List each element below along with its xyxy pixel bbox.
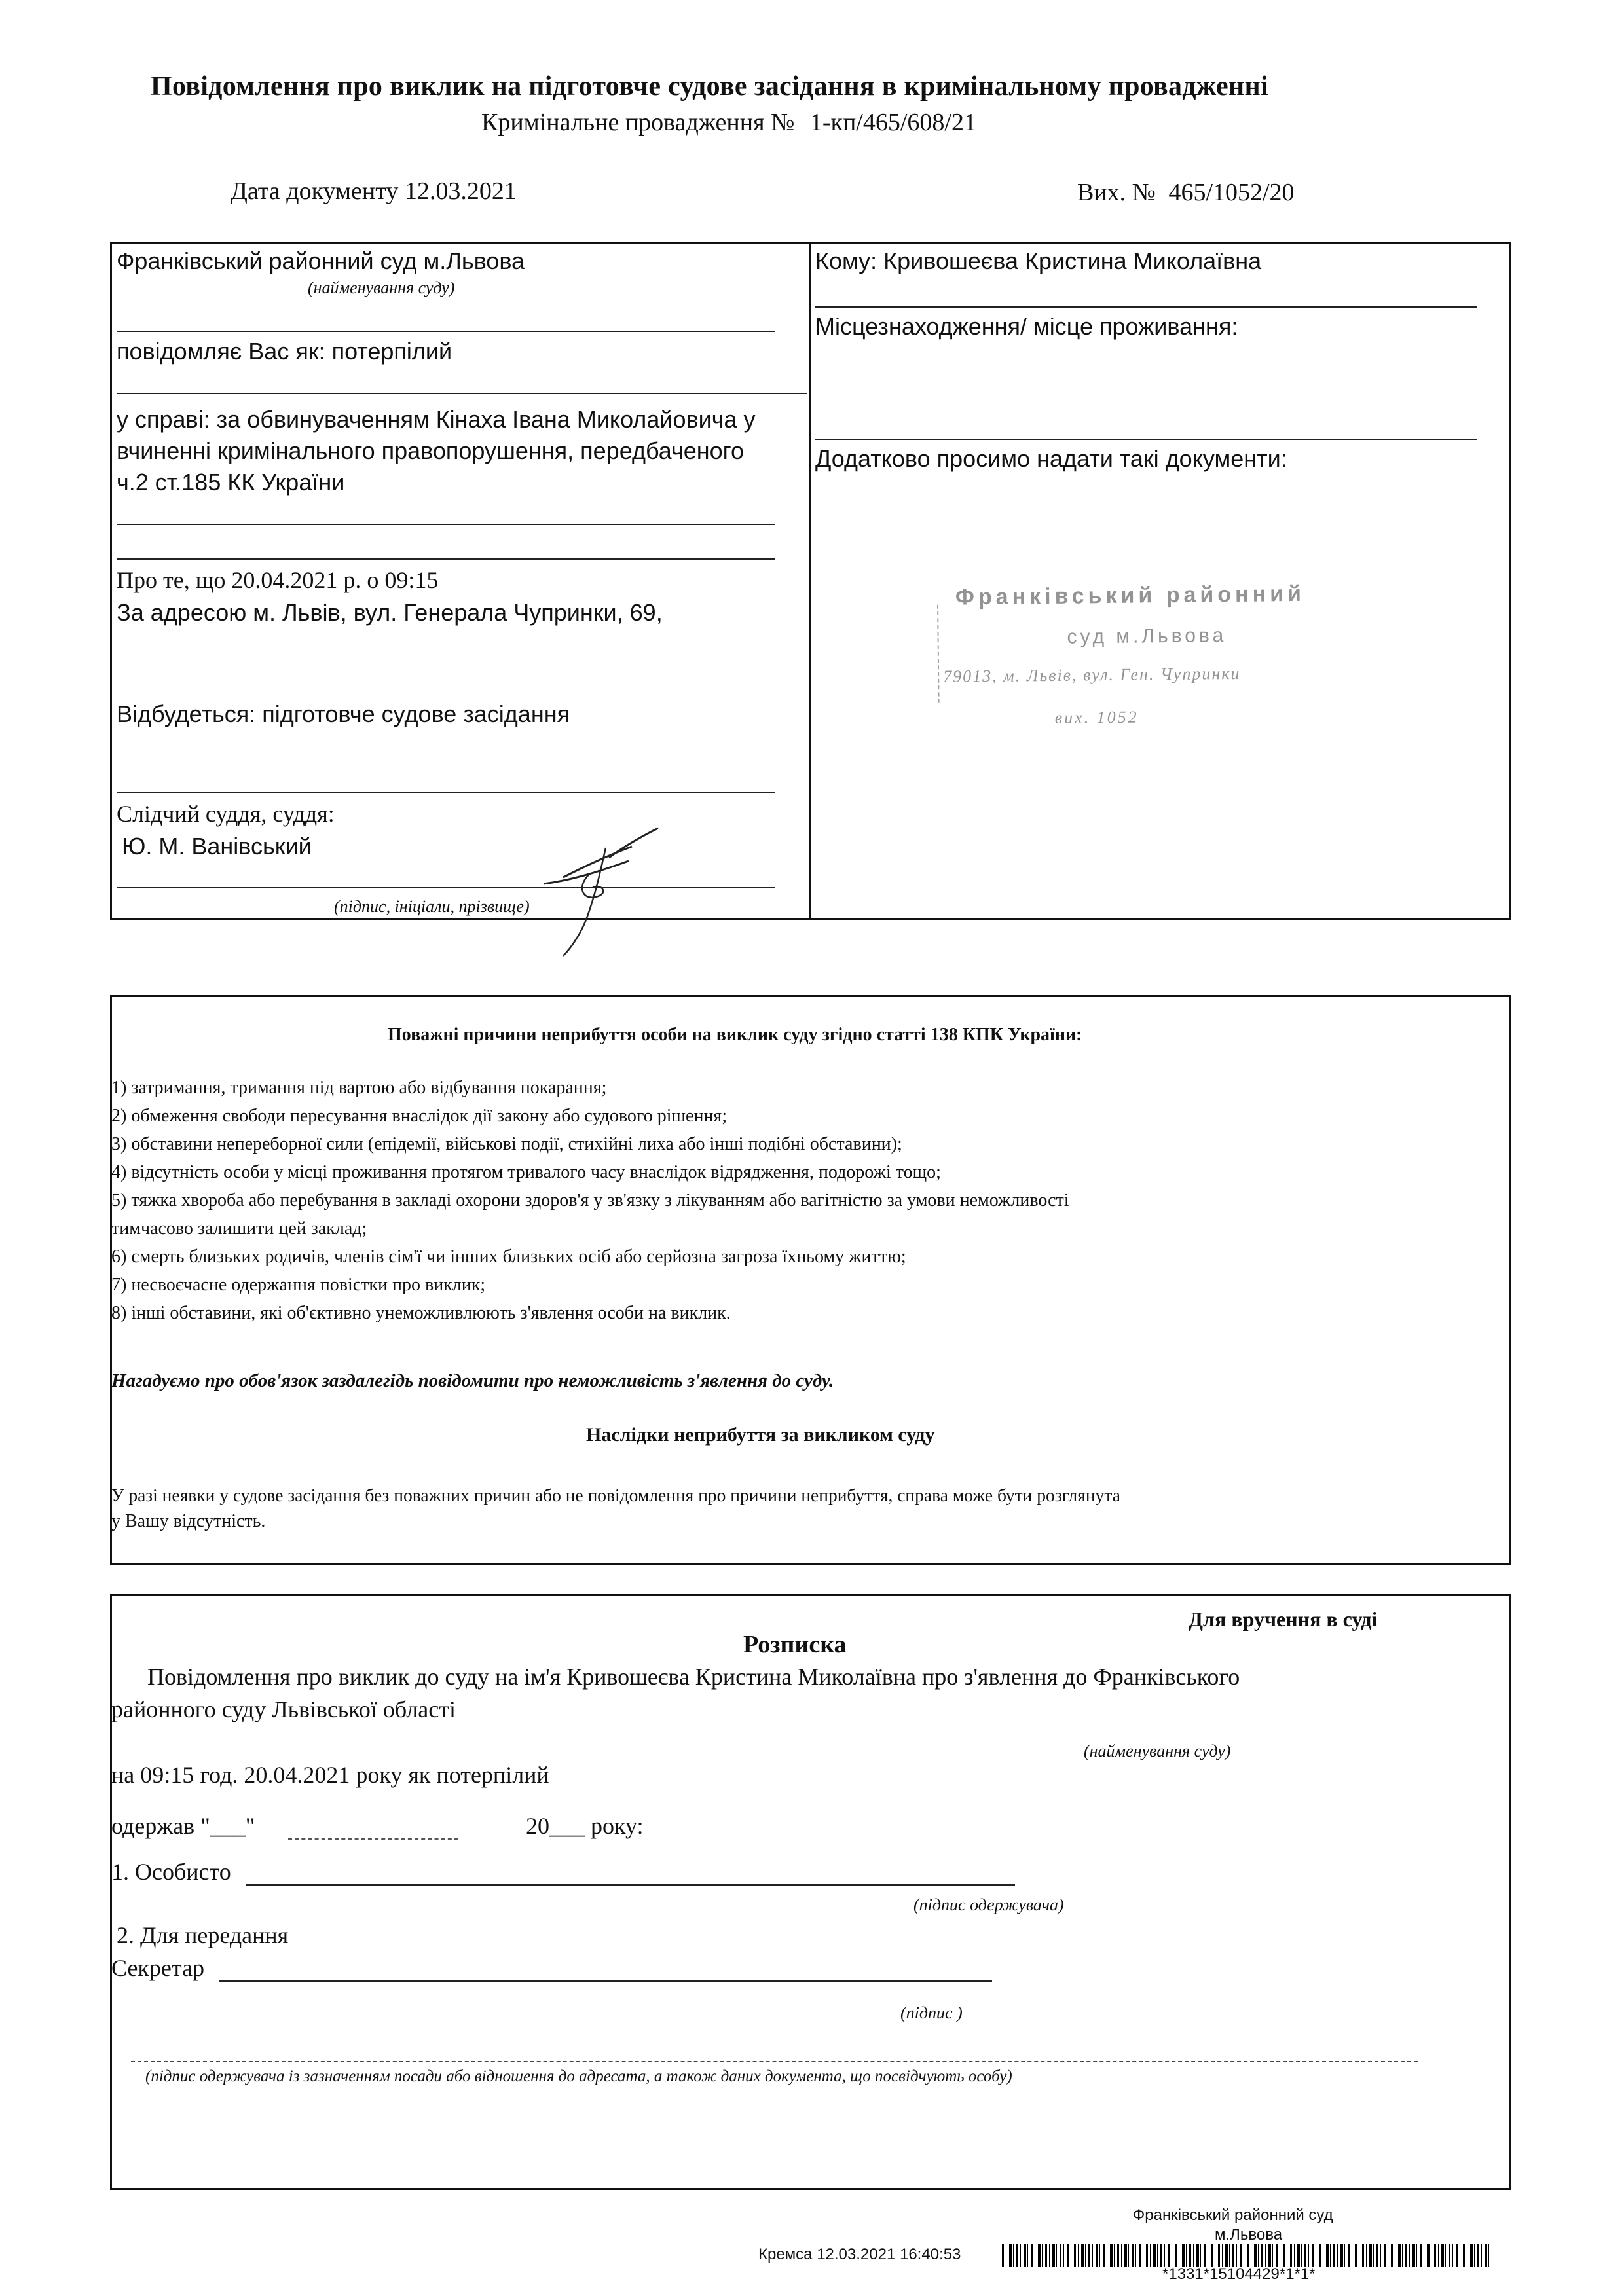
consequences-line-1: У разі неявки у судове засідання без поважних причин або не повідомлення про причини неприбуття, справа може бути розглянута [111, 1485, 1120, 1505]
reason-item: 5) тяжка хвороба або перебування в закладі охорони здоров'я у зв'язку з лікуванням або вагітністю за умови неможливості [111, 1190, 1069, 1211]
for-transfer-label: 2. Для передання [117, 1922, 289, 1948]
court-stamp: Франківський районний суд м.Львова 79013, м. Львів, вул. Ген. Чупринки вих. 1052 [942, 574, 1403, 755]
barcode [1002, 2244, 1490, 2267]
recipient-signature-caption: (підпис одержувача) [913, 1895, 1064, 1914]
divider [117, 558, 775, 560]
received-year: 20___ року: [526, 1813, 644, 1839]
case-number: 1-кп/465/608/21 [809, 109, 976, 136]
reason-item: тимчасово залишити цей заклад; [111, 1218, 367, 1239]
hearing-address: За адресою м. Львів, вул. Генерала Чупринки, 69, [117, 599, 663, 626]
divider [117, 393, 807, 394]
document-date: Дата документу 12.03.2021 [231, 177, 517, 205]
barcode-text: *1331*15104429*1*1* [1162, 2265, 1316, 2283]
divider [117, 331, 775, 332]
for-court-label: Для вручення в суді [1189, 1607, 1378, 1631]
outgoing-label: Вих. № [1077, 179, 1156, 206]
secretary-signature-caption: (підпис ) [900, 2003, 963, 2022]
judge-name: Ю. М. Ванівський [122, 833, 312, 860]
secretary-label: Секретар [111, 1955, 205, 1981]
reasons-list [111, 1074, 1506, 1327]
consequences-line-2: у Вашу відсутність. [111, 1511, 266, 1531]
divider [815, 439, 1477, 440]
reasons-heading: Поважні причини неприбуття особи на виклик суду згідно статті 138 КПК України: [388, 1025, 1082, 1045]
document-title: Повідомлення про виклик на підготовче судове засідання в кримінальному провадженні [151, 71, 1268, 101]
signature-caption: (підпис, ініціали, прізвище) [334, 897, 530, 916]
printed-by-stamp: Кремса 12.03.2021 16:40:53 [758, 2246, 961, 2263]
receipt-court-caption: (найменування суду) [1084, 1741, 1231, 1760]
hearing-datetime: Про те, що 20.04.2021 р. о 09:15 [117, 567, 439, 593]
extra-documents-label: Додатково просимо надати такі документи: [815, 445, 1287, 472]
personally-label: 1. Особисто [111, 1859, 231, 1885]
court-name: Франківський районний суд м.Львова [117, 247, 525, 274]
reason-item: 1) затримання, тримання під вартою або відбування покарання; [111, 1078, 607, 1098]
reason-item: 7) несвоєчасне одержання повістки про виклик; [111, 1275, 486, 1295]
case-label: Кримінальне провадження № [481, 109, 795, 136]
reason-item: 6) смерть близьких родичів, членів сім'ї чи інших близьких осіб або серйозна загроза їхньому життю; [111, 1247, 906, 1267]
judge-signature [524, 822, 701, 959]
received-line: одержав "___" [111, 1813, 255, 1839]
footer-court-line-1: Франківський районний суд [1133, 2206, 1333, 2224]
divider [117, 792, 775, 793]
receipt-line-1: Повідомлення про виклик до суду на ім'я Кривошеєва Кристина Миколаївна про з'явлення до Франківського [147, 1664, 1240, 1690]
receipt-bottom-line [131, 2061, 1418, 2062]
divider [117, 524, 775, 525]
secretary-signature-line [219, 1980, 992, 1982]
outgoing-number-line [1077, 178, 1295, 207]
personally-signature-line [246, 1884, 1015, 1886]
case-description-line-3: ч.2 ст.185 КК України [117, 469, 345, 496]
case-description-line-1: у справі: за обвинуваченням Кінаха Івана Миколайовича у [117, 406, 756, 433]
case-description-line-2: вчиненні кримінального правопорушення, передбаченого [117, 437, 745, 464]
hearing-event: Відбудеться: підготовче судове засідання [117, 701, 570, 727]
notify-as: повідомляє Вас як: потерпілий [117, 338, 452, 365]
reason-item: 4) відсутність особи у місці проживання протягом тривалого часу внаслідок відрядження, подорожі тощо; [111, 1162, 941, 1182]
recipient-name: Кому: Кривошеєва Кристина Миколаївна [815, 247, 1262, 274]
reason-item: 2) обмеження свободи пересування внаслідок дії закону або судового рішення; [111, 1106, 728, 1126]
judge-label: Слідчий суддя, суддя: [117, 801, 335, 827]
court-name-caption: (найменування суду) [308, 278, 455, 297]
summons-column-divider [809, 242, 811, 920]
receipt-bottom-caption: (підпис одержувача із зазначенням посади або відношення до адресата, а також даних документа, що посвідчують особу) [145, 2068, 1012, 2085]
case-number-line [481, 108, 976, 137]
recipient-location-label: Місцезнаходження/ місце проживання: [815, 313, 1238, 340]
reason-item: 8) інші обставини, які об'єктивно унеможливлюють з'явлення особи на виклик. [111, 1303, 731, 1323]
receipt-line-2: районного суду Львівської області [111, 1696, 456, 1722]
reason-item: 3) обставини непереборної сили (епідемії, військові події, стихійні лиха або інші подібні обставини); [111, 1134, 902, 1154]
divider [815, 306, 1477, 308]
received-date-blank [288, 1838, 458, 1840]
consequences-heading: Наслідки неприбуття за викликом суду [586, 1424, 935, 1446]
footer-court-line-2: м.Львова [1215, 2226, 1283, 2244]
reminder-text: Нагадуємо про обов'язок заздалегідь повідомити про неможливість з'явлення до суду. [111, 1370, 834, 1391]
receipt-title: Розписка [743, 1631, 847, 1658]
outgoing-number: 465/1052/20 [1168, 179, 1295, 206]
receipt-time-line: на 09:15 год. 20.04.2021 року як потерпілий [111, 1762, 549, 1788]
